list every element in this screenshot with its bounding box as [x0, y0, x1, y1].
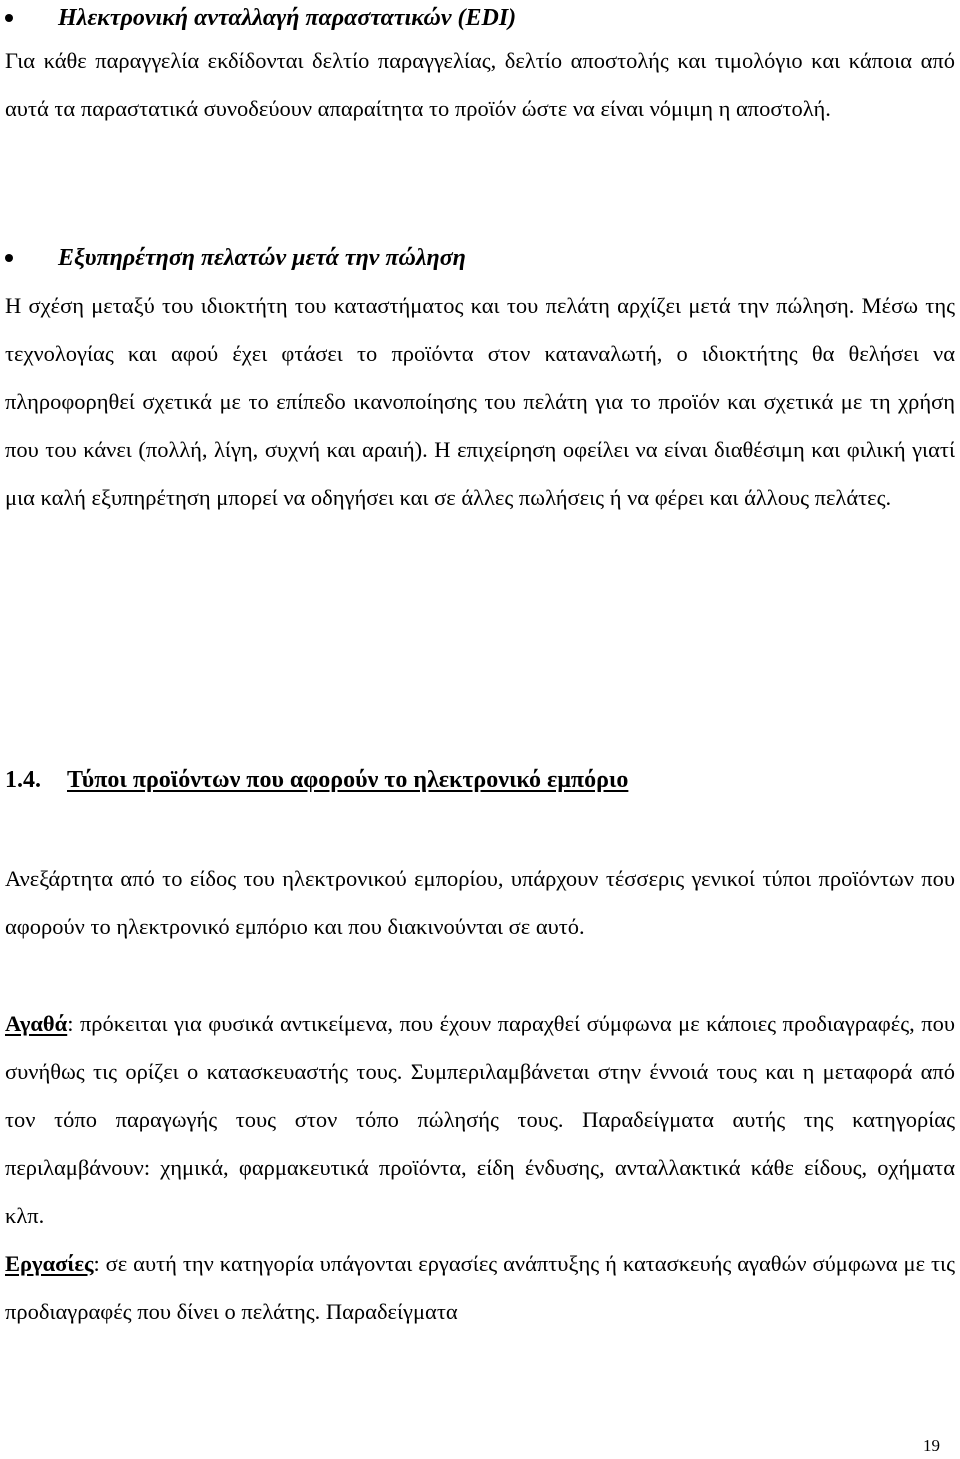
- definition-term: Εργασίες: [5, 1251, 94, 1276]
- section-number: 1.4.: [5, 767, 41, 793]
- definition-term: Αγαθά: [5, 1011, 68, 1036]
- bullet-item-after-sales: [0, 240, 960, 276]
- paragraph-after-sales: Η σχέση μεταξύ του ιδιοκτήτη του καταστήματος και του πελάτη αρχίζει μετά την πώληση. Μέσω της τεχνολογίας και αφού έχει φτάσει το προϊόντα στον καταναλωτή, ο ιδιοκτήτης θα θελήσει να πληροφορηθεί σχετικά με το επίπεδο ικανοποίησης του πελάτη για το προϊόν και σχετικά με τη χρήση που του κάνει (πολλή, λίγη, συχνή και αραιή). Η επιχείρηση οφείλει να είναι διαθέσιμη και φιλική γιατί μια καλή εξυπηρέτηση μπορεί να οδηγήσει και σε άλλες πωλήσεις ή να φέρει και άλλους πελάτες.: [5, 293, 955, 510]
- definition-text: : πρόκειται για φυσικά αντικείμενα, που έχουν παραχθεί σύμφωνα με κάποιες προδιαγραφές, που συνήθως τις ορίζει ο κατασκευαστής τους. Συμπεριλαμβάνεται στην έννοιά τους και η μεταφορά από τον τόπο παραγωγής τους στον τόπο πώλησής τους. Παραδείγματα αυτής της κατηγορίας περιλαμβάνουν: χημικά, φαρμακευτικά προϊόντα, είδη ένδυσης, ανταλλακτικά κάθε είδους, οχήματα κλπ.: [5, 1011, 955, 1228]
- bullet-item-edi: [0, 0, 960, 36]
- bullet-icon: [5, 254, 13, 262]
- paragraph-intro: Ανεξάρτητα από το είδος του ηλεκτρονικού εμπορίου, υπάρχουν τέσσερις γενικοί τύποι προϊόντων που αφορούν το ηλεκτρονικό εμπόριο και που διακινούνται σε αυτό.: [5, 866, 955, 939]
- definition-services: [5, 1240, 955, 1336]
- section-title: Τύποι προϊόντων που αφορούν το ηλεκτρονικό εμπόριο: [67, 767, 629, 793]
- bullet-icon: [5, 14, 13, 22]
- page-number: 19: [923, 1436, 940, 1455]
- bullet-title: Εξυπηρέτηση πελατών μετά την πώληση: [58, 245, 466, 271]
- paragraph-edi: Για κάθε παραγγελία εκδίδονται δελτίο παραγγελίας, δελτίο αποστολής και τιμολόγιο και κάποια από αυτά τα παραστατικά συνοδεύουν απαραίτητα το προϊόν ώστε να είναι νόμιμη η αποστολή.: [5, 48, 955, 121]
- bullet-title: Ηλεκτρονική ανταλλαγή παραστατικών (EDI): [58, 5, 517, 31]
- definition-goods: [5, 1000, 955, 1240]
- definition-text: : σε αυτή την κατηγορία υπάγονται εργασίες ανάπτυξης ή κατασκευής αγαθών σύμφωνα με τις προδιαγραφές που δίνει ο πελάτης. Παραδείγματα: [5, 1251, 955, 1324]
- section-heading: [5, 762, 628, 798]
